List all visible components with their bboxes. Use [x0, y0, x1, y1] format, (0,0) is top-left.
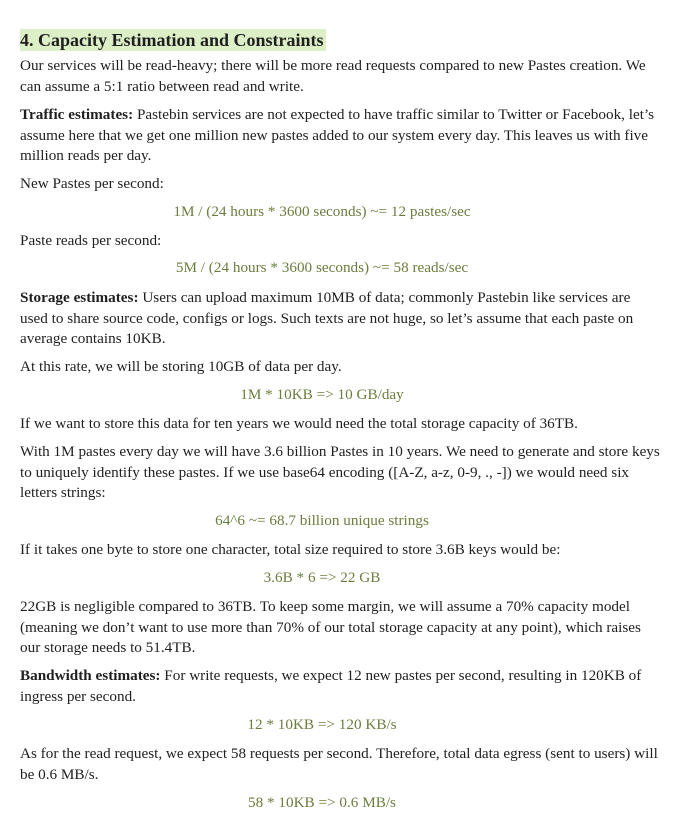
keys-equation: 64^6 ~= 68.7 billion unique strings	[215, 512, 429, 529]
traffic-text: Pastebin services are not expected to have traffic similar to Twitter or Facebook, let’s assume here that we get one million new pastes added to our system every day. This leaves us with five million reads per day.	[20, 106, 655, 164]
section-heading: 4. Capacity Estimation and Constraints	[20, 30, 324, 50]
ten-years-text: If we want to store this data for ten years we would need the total storage capacity of 36TB.	[20, 415, 578, 432]
bandwidth-text: For write requests, we expect 12 new pastes per second, resulting in 120KB of ingress per second.	[20, 667, 642, 705]
traffic-label: Traffic estimates:	[20, 106, 134, 123]
bandwidth-label: Bandwidth estimates:	[20, 667, 161, 684]
bandwidth-paragraph	[20, 666, 660, 707]
paste-reads-label: Paste reads per second:	[20, 232, 162, 249]
storage-rate-text: At this rate, we will be storing 10GB of data per day.	[20, 358, 342, 375]
byte-text: If it takes one byte to store one character, total size required to store 3.6B keys would be:	[20, 541, 561, 558]
storage-paragraph	[20, 288, 660, 350]
read-bandwidth-paragraph: As for the read request, we expect 58 requests per second. Therefore, total data egress (sent to users) will be 0.6 MB/s.	[20, 745, 658, 783]
margin-paragraph: 22GB is negligible compared to 36TB. To keep some margin, we will assume a 70% capacity model (meaning we don’t want to use more than 70% of our total storage capacity at any point), which raises our storage needs to 51.4TB.	[20, 598, 641, 656]
keys-paragraph: With 1M pastes every day we will have 3.6 billion Pastes in 10 years. We need to generate and store keys to uniquely identify these pastes. If we use base64 encoding ([A-Z, a-z, 0-9, ., -]) we would need six letters strings:	[20, 443, 660, 501]
paste-reads-equation: 5M / (24 hours * 3600 seconds) ~= 58 reads/sec	[175, 259, 469, 276]
new-pastes-label: New Pastes per second:	[20, 175, 164, 192]
storage-rate-equation: 1M * 10KB => 10 GB/day	[240, 386, 404, 403]
write-bandwidth-equation: 12 * 10KB => 120 KB/s	[247, 716, 397, 733]
read-bandwidth-equation: 58 * 10KB => 0.6 MB/s	[248, 794, 396, 811]
intro-paragraph: Our services will be read-heavy; there will be more read requests compared to new Pastes creation. We can assume a 5:1 ratio between read and write.	[20, 57, 646, 95]
byte-equation: 3.6B * 6 => 22 GB	[263, 569, 381, 586]
storage-text: Users can upload maximum 10MB of data; commonly Pastebin like services are used to share source code, configs or logs. Such texts are not huge, so let’s assume that each paste on average contains 10KB.	[20, 289, 634, 347]
storage-label: Storage estimates:	[20, 289, 139, 306]
traffic-paragraph	[20, 105, 660, 167]
new-pastes-equation: 1M / (24 hours * 3600 seconds) ~= 12 pastes/sec	[173, 203, 471, 220]
